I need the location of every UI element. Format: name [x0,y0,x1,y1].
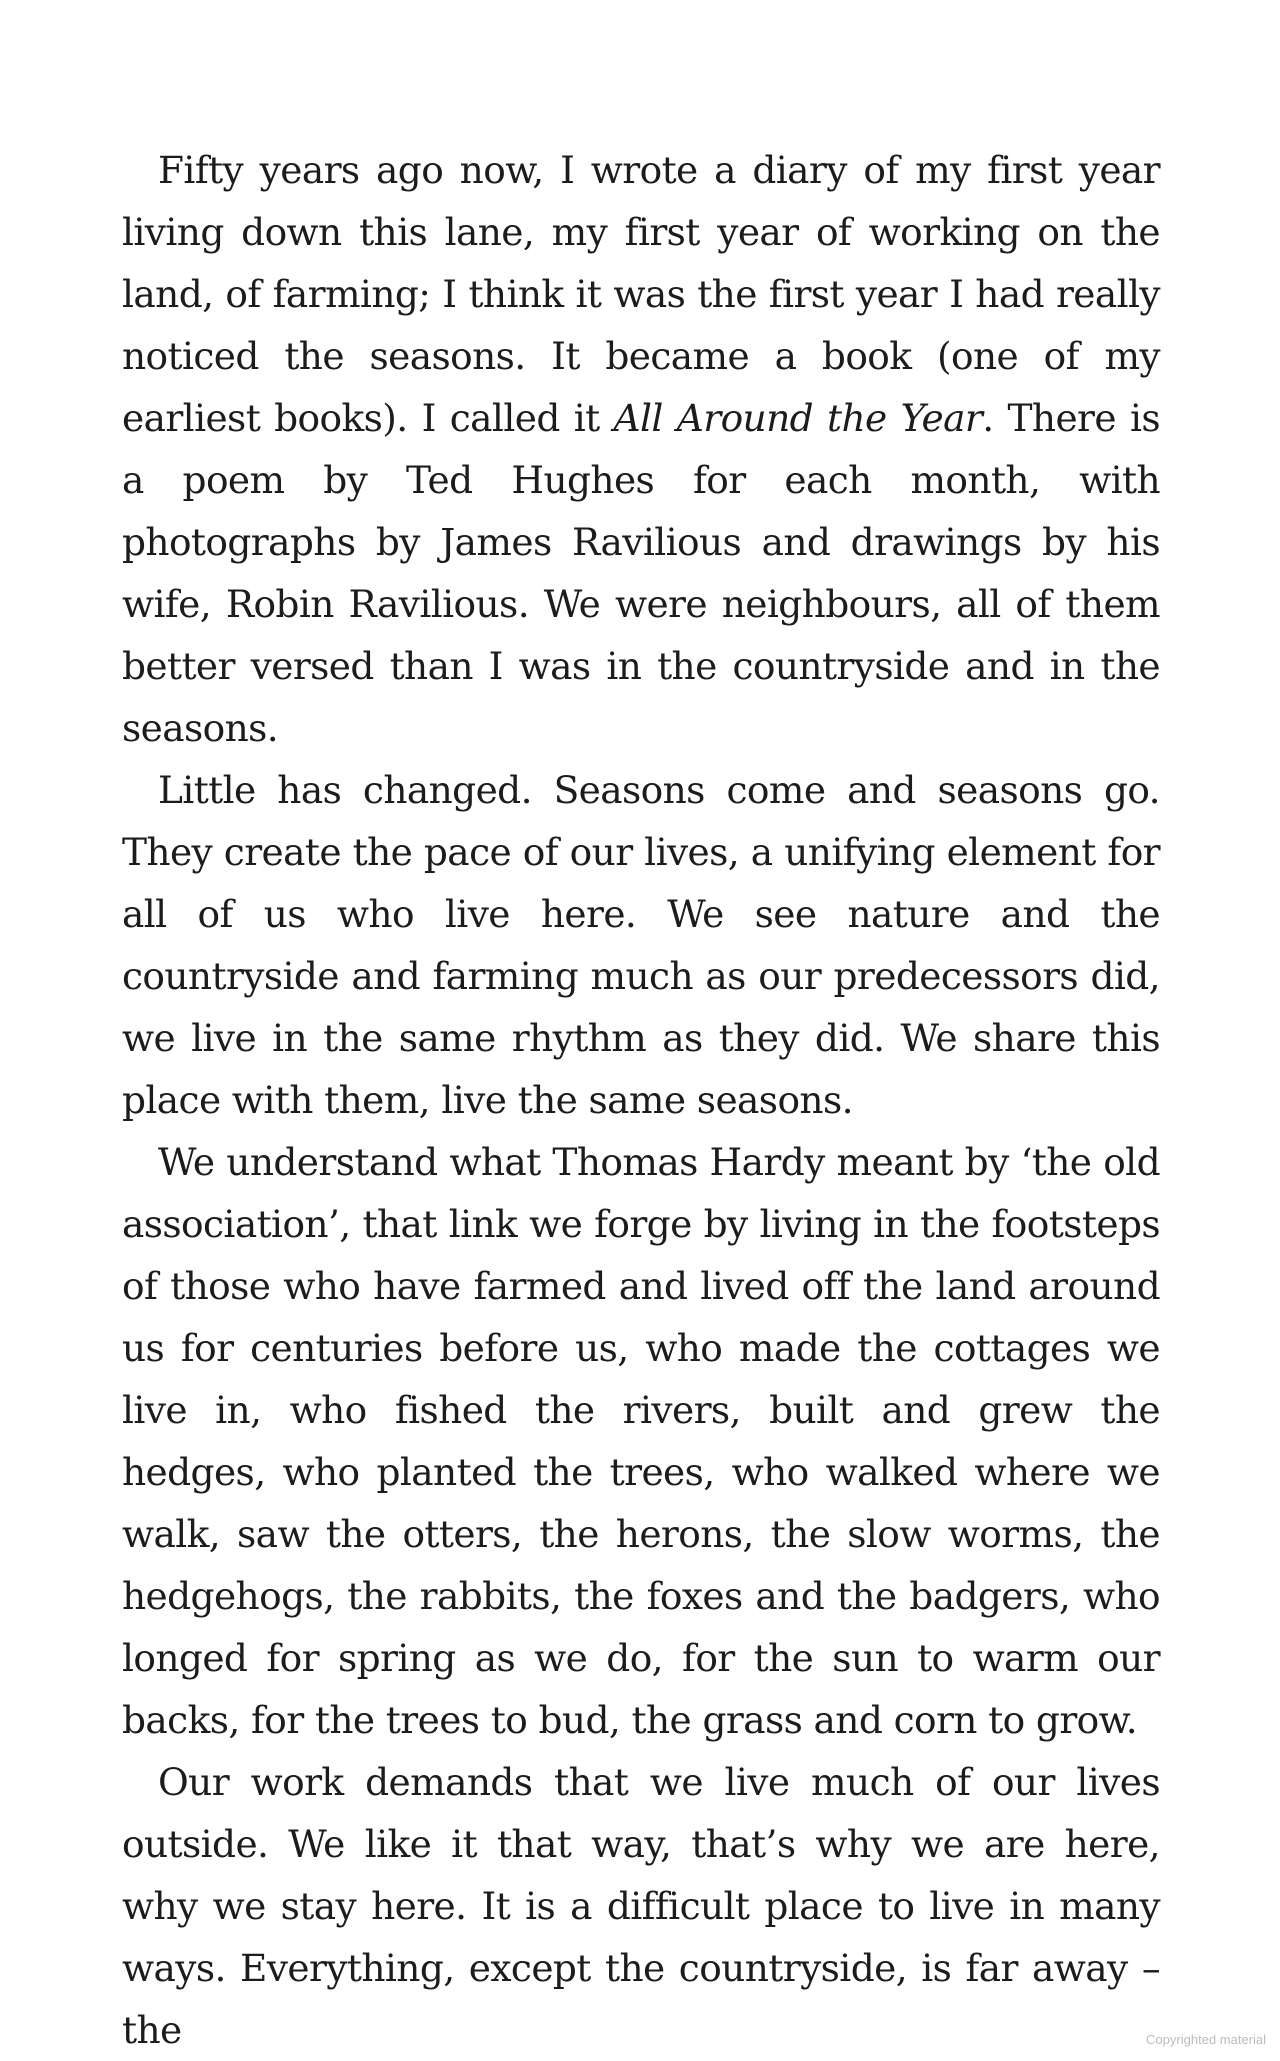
paragraph-1-text-after-title: . There is a poem by Ted Hughes for each month, with photographs by James Ravilious and drawings by his wife, Robin Ravilious. We were neighbours, all of them better versed than I was in the countryside and in the seasons. [122,396,1160,750]
paragraph-2: Little has changed. Seasons come and seasons go. They create the pace of our lives, a unifying element for all of us who live here. We see nature and the countryside and farming much as our predecessors did, we live in the same rhythm as they did. We share this place with them, live the same seasons. [122,768,1160,1122]
copyright-watermark: Copyrighted material [1146,2032,1266,2047]
paragraph-3: We understand what Thomas Hardy meant by ‘the old association’, that link we forge by living in the footsteps of those who have farmed and lived off the land around us for centuries before us, who made the cottages we live in, who fished the rivers, built and grew the hedges, who planted the trees, who walked where we walk, saw the otters, the herons, the slow worms, the hedgehogs, the rabbits, the foxes and the badgers, who longed for spring as we do, for the sun to warm our backs, for the trees to bud, the grass and corn to grow. [122,1140,1160,1742]
paragraph-4: Our work demands that we live much of our lives outside. We like it that way, that’s why we are here, why we stay here. It is a difficult place to live in many ways. Everything, except the countryside, is far away – the [122,1760,1160,2052]
paragraph-1-text-before-title: Fifty years ago now, I wrote a diary of my first year living down this lane, my first year of working on the land, of farming; I think it was the first year I had really noticed the seasons. It became a book (one of my earliest books). I called it [122,148,1160,440]
book-title-italic: All Around the Year [613,396,983,440]
paragraph-1 [122,139,1160,759]
book-page-text [122,139,1160,2061]
